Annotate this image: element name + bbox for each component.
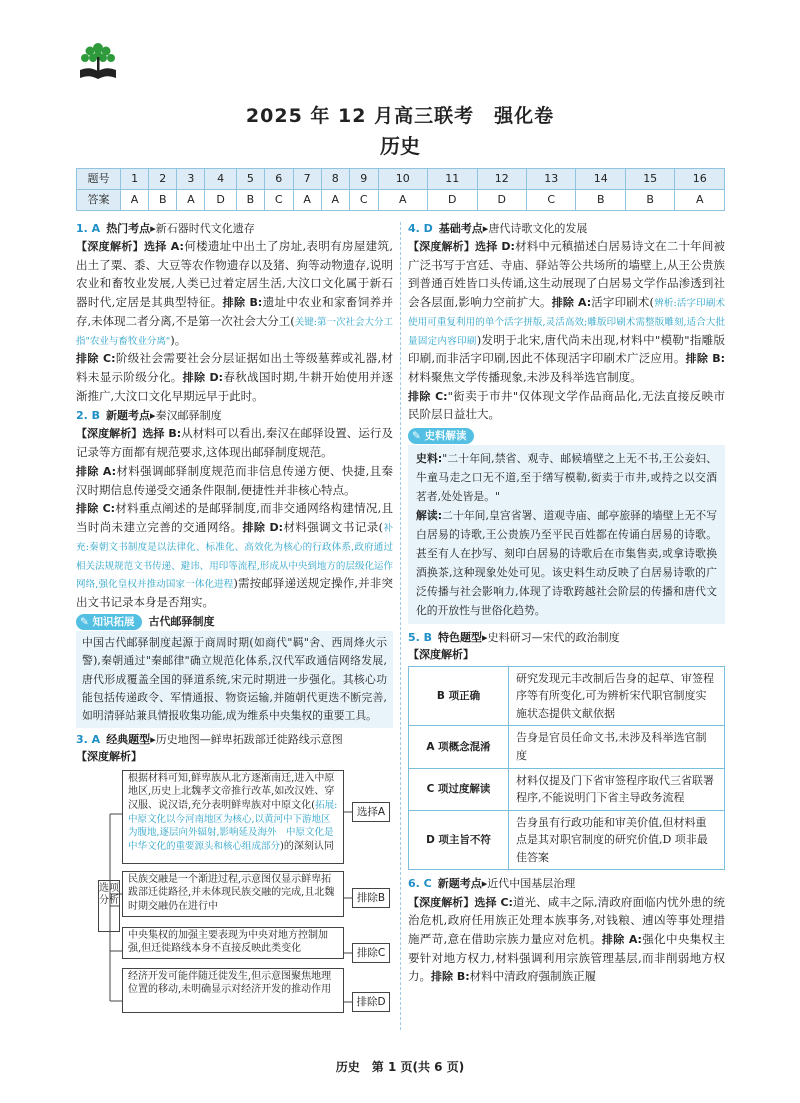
question-header bbox=[408, 629, 725, 646]
table-row bbox=[409, 768, 725, 810]
analysis-text: 材料强调邮驿制度规范而非信息传递方便、快捷,且秦汉时期信息传递受交通条件限制,便捷性并非核心特点。 bbox=[76, 463, 393, 497]
answer-table-label: 答案 bbox=[77, 190, 121, 211]
analysis-paragraph bbox=[408, 893, 725, 987]
analysis-paragraph bbox=[76, 237, 393, 349]
tag-name: 新题考点 bbox=[437, 877, 482, 891]
option-explanation: 研究发现元丰改制后告身的起草、审签程序等有所变化,可为辨析宋代职官制度实施状态提供文献依据 bbox=[509, 666, 725, 726]
analysis-text: 材料重点阐述的是邮驿制度,而非交通网络构建情况,且当时尚未建立完善的交通网络。 bbox=[76, 501, 393, 535]
answer-cell: D bbox=[428, 190, 477, 211]
question-number: 14 bbox=[576, 169, 625, 190]
source-label: 史料: bbox=[416, 451, 443, 465]
analysis-lead: 排除 B: bbox=[431, 970, 470, 984]
analysis-lead: 【深度解析】选择 A: bbox=[76, 240, 184, 254]
analysis-text: )发明于北宋,唐代尚未出现,材料中"模勒"指雕版印刷,而非活字印刷,因此不体现活字印刷术广泛应用。 bbox=[408, 332, 725, 366]
answer-cell: A bbox=[378, 190, 427, 211]
analysis-lead: 排除 C: bbox=[76, 352, 116, 366]
option-a-text: )的深刻认同 bbox=[280, 841, 334, 853]
tag-topic: ▸新石器时代文化遗存 bbox=[150, 222, 255, 235]
exclude-c-label: 排除C bbox=[352, 943, 390, 963]
tag-topic: ▸秦汉邮驿制度 bbox=[150, 409, 222, 423]
analysis-paragraph bbox=[408, 387, 725, 424]
table-row bbox=[409, 810, 725, 870]
tree-book-logo bbox=[76, 40, 120, 84]
question-1 bbox=[76, 220, 393, 405]
analysis-paragraph bbox=[76, 462, 393, 499]
tag-topic: ▸历史地图—鲜卑拓跋部迁徙路线示意图 bbox=[150, 732, 343, 746]
analysis-lead: 排除 A: bbox=[551, 296, 592, 310]
question-number: 12 bbox=[477, 169, 526, 190]
option-b-box: 民族交融是一个渐进过程,示意图仅显示鲜卑拓跋部迁徙路径,并未体现民族交融的完成,且北魏时期交融仍在进行中 bbox=[122, 871, 344, 917]
question-6 bbox=[408, 875, 725, 986]
column-divider bbox=[400, 222, 401, 1030]
analysis-lead: 排除 B: bbox=[222, 296, 263, 310]
answer-cell: B bbox=[236, 190, 264, 211]
answer-cell: A bbox=[293, 190, 321, 211]
source-reading bbox=[408, 425, 725, 624]
answer-cell: A bbox=[121, 190, 149, 211]
question-number-answer: 2. B bbox=[76, 409, 101, 423]
analysis-paragraph bbox=[76, 499, 393, 611]
option-analysis-diagram bbox=[76, 768, 393, 1031]
analysis-lead: 排除 C: bbox=[408, 389, 448, 403]
question-number: 5 bbox=[236, 169, 264, 190]
analysis-note: 补充:秦朝文书制度是以法律化、标准化、高效化为核心的行政体系,政府通过相关法规规范文书传递、避讳、用印等流程,形成从中央到地方的层级化运作网络,强化皇权并推动国家一体化进程 bbox=[76, 523, 393, 591]
question-header bbox=[76, 407, 393, 424]
question-2 bbox=[76, 407, 393, 727]
analysis-lead: 排除 B: bbox=[685, 352, 725, 366]
analysis-text: 道光、咸丰之际,清政府面临内忧外患的统治危机,政府任用族正处理本族事务,对钱粮、逋凶等事处理措施严苛,意在借助宗族力量应对危机。 bbox=[408, 894, 726, 946]
analysis-lead: 排除 A: bbox=[601, 932, 642, 946]
analysis-text: 材料中清政府强制族正履 bbox=[469, 969, 597, 984]
extension-badge: ✎ 知识拓展 bbox=[76, 614, 142, 630]
analysis-text: 从材料可以看出,秦汉在邮驿设置、运行及记录等方面都有规范要求,这体现出邮驿制度规范。 bbox=[76, 426, 393, 460]
question-number: 11 bbox=[428, 169, 477, 190]
source-reading-body bbox=[408, 445, 725, 624]
question-number: 6 bbox=[264, 169, 293, 190]
analysis-note: 关键:第一次社会大分工指"农业与畜牧业分离" bbox=[76, 316, 393, 347]
analysis-paragraph bbox=[408, 237, 725, 387]
answer-cell: C bbox=[349, 190, 378, 211]
analysis-note: 辨析:活字印刷术使用可重复利用的单个活字拼版,灵活高效;雕版印刷术需整版雕刻,适合大批量固定内容印刷 bbox=[408, 298, 725, 347]
question-number-answer: 3. A bbox=[76, 732, 101, 746]
source-text bbox=[416, 449, 717, 506]
answer-cell: A bbox=[177, 190, 205, 211]
answer-table-row-numbers bbox=[77, 169, 725, 190]
option-a-note: 拓展:中原文化以今河南地区为核心,以黄河中下游地区为腹地,逐层向外辐射,影响延及海外 中原文化是中华文化的重要源头和核心组成部分 bbox=[128, 799, 338, 853]
question-5 bbox=[408, 629, 725, 871]
page-title: 2025 年 12 月高三联考 强化卷 bbox=[245, 105, 555, 127]
tag-name: 新题考点 bbox=[106, 409, 151, 423]
analysis-lead: 【深度解析】选择 B: bbox=[76, 427, 182, 441]
option-explanation: 材料仅提及门下省审签程序取代三省联署程序,不能说明门下省主导政务流程 bbox=[509, 768, 725, 810]
analysis-lead: 排除 C: bbox=[76, 502, 116, 516]
option-comparison-table bbox=[408, 666, 725, 871]
tag-name: 特色题型 bbox=[438, 630, 483, 644]
question-tag bbox=[106, 222, 255, 235]
analysis-text: 材料强调文书记录( bbox=[283, 520, 384, 535]
left-column bbox=[76, 220, 393, 1031]
source-reading-badge: ✎ 史料解读 bbox=[408, 428, 474, 444]
question-header bbox=[408, 220, 725, 237]
question-tag bbox=[438, 631, 620, 644]
reading-text bbox=[416, 506, 717, 620]
analysis-text: "衒卖于市井"仅体现文学作品商品化,无法直接反映市民阶层日益壮大。 bbox=[408, 388, 725, 422]
option-verdict: D 项主旨不符 bbox=[409, 810, 509, 870]
answer-cell: A bbox=[321, 190, 349, 211]
analysis-text: )。 bbox=[170, 332, 187, 347]
analysis-text: 阶级社会需要社会分层证据如出土等级墓葬或礼器,材料未显示阶级分化。 bbox=[76, 351, 393, 384]
question-3 bbox=[76, 731, 393, 1031]
question-number-answer: 6. C bbox=[408, 877, 432, 891]
question-number: 4 bbox=[205, 169, 236, 190]
question-header bbox=[408, 875, 725, 892]
extension-body: 中国古代邮驿制度起源于商周时期(如商代"羁"舍、西周烽火示警),秦朝通过"秦邮律"确立规范化体系,汉代军政通信网络发展,唐代形成覆盖全国的驿道系统,宋元时期进一步强化。其核心功能包括传递政令、军情通报、物资运输,并随朝代更迭不断完善,如明清驿站兼具情报收集功能,成为维系中央集权的重要工具。 bbox=[76, 631, 393, 728]
analysis-lead: 【深度解析】选择 C: bbox=[408, 895, 513, 909]
option-verdict: B 项正确 bbox=[409, 666, 509, 726]
tag-topic: ▸唐代诗歌文化的发展 bbox=[482, 222, 588, 235]
analysis-text: 活字印刷术( bbox=[591, 295, 655, 310]
option-d-box: 经济开发可能伴随迁徙发生,但示意图聚焦地理位置的移动,未明确显示对经济开发的推动作用 bbox=[122, 968, 344, 1013]
reading-label: 解读: bbox=[416, 508, 443, 522]
source-reading-badge-label: 史料解读 bbox=[424, 430, 467, 443]
question-number-answer: 4. D bbox=[408, 222, 433, 235]
page-footer: 历史 第 1 页(共 6 页) bbox=[335, 1060, 465, 1074]
question-number: 10 bbox=[378, 169, 427, 190]
analysis-lead: 【深度解析】 bbox=[76, 749, 142, 763]
question-header bbox=[76, 731, 393, 748]
option-verdict: A 项概念混淆 bbox=[409, 726, 509, 768]
question-number: 9 bbox=[349, 169, 378, 190]
question-number-answer: 1. A bbox=[76, 222, 101, 235]
analysis-text: 何楼遗址中出土了房址,表明有房屋建筑,出土了粟、黍、大豆等农作物遗存以及猪、狗等动物遗存,说明农业和畜牧业发展,人类已过着定居生活,大汶口文化属于新石器时代,定居是其典型特征。 bbox=[76, 239, 393, 310]
answer-cell: D bbox=[205, 190, 236, 211]
analysis-text: 材料中元稹描述白居易诗文在二十年间被广泛书写于宫廷、寺庙、驿站等公共场所的墙壁上,从王公贵族到普通百姓皆口头传诵,这生动展现了白居易文学作品渗透到社会各层面,影响力空前扩大。 bbox=[408, 239, 725, 310]
tag-topic: ▸近代中国基层治理 bbox=[481, 877, 576, 891]
answer-table bbox=[76, 168, 725, 211]
question-number: 15 bbox=[625, 169, 674, 190]
answer-cell: B bbox=[625, 190, 674, 211]
analysis-text: 材料聚焦文学传播现象,未涉及科举选官制度。 bbox=[408, 369, 642, 384]
question-tag bbox=[106, 409, 222, 422]
answer-cell: A bbox=[675, 190, 725, 211]
tag-name: 热门考点 bbox=[106, 222, 151, 235]
tag-topic: ▸史料研习—宋代的政治制度 bbox=[482, 630, 620, 644]
answer-cell: B bbox=[149, 190, 177, 211]
question-number: 13 bbox=[526, 169, 575, 190]
analysis-lead: 排除 D: bbox=[242, 521, 284, 535]
analysis-text: 强化中央集权主要针对地方权力,材料强调利用宗族管理基层,而非削弱地方权力。 bbox=[408, 931, 726, 984]
option-explanation: 告身虽有行政功能和审美价值,但材料重点是其对职官制度的研究价值,D 项非最佳答案 bbox=[509, 810, 725, 870]
question-number-answer: 5. B bbox=[408, 630, 433, 644]
analysis-text: )需按邮驿递送规定操作,并非突出文书记录本身是否翔实。 bbox=[76, 576, 394, 609]
question-header bbox=[76, 220, 393, 237]
analysis-lead: 排除 D: bbox=[182, 370, 224, 384]
answer-table-row-answers bbox=[77, 190, 725, 211]
answer-cell: B bbox=[576, 190, 625, 211]
analysis-lead: 【深度解析】 bbox=[408, 647, 474, 661]
analysis-paragraph bbox=[76, 424, 393, 461]
table-row bbox=[409, 726, 725, 768]
subject-title: 历史 bbox=[380, 134, 420, 158]
question-number: 16 bbox=[675, 169, 725, 190]
question-number: 8 bbox=[321, 169, 349, 190]
option-analysis-label: 选项分析 bbox=[98, 880, 120, 932]
source-quote: "二十年间,禁省、观寺、邮候墙壁之上无不书,王公妾妇、牛童马走之口无不道,至于缮写模勒,衒卖于市井,或持之以交酒茗者,处处皆是。" bbox=[416, 451, 718, 503]
answer-cell: D bbox=[477, 190, 526, 211]
question-number: 3 bbox=[177, 169, 205, 190]
question-number: 2 bbox=[149, 169, 177, 190]
analysis-lead: 【深度解析】选择 D: bbox=[408, 240, 515, 254]
question-tag bbox=[439, 222, 588, 235]
reading-content: 二十年间,皇宫省署、道观寺庙、邮亭旅驿的墙壁上无不写白居易的诗歌,王公贵族乃至平民百姓都在传诵白居易的诗歌。甚至有人在抄写、刻印白居易的诗歌后在市集售卖,或拿诗歌换酒换茶,这种现象处处可见。该史料生动反映了白居易诗歌的广泛传播与社会影响力,体现了诗歌跨越社会阶层的传播和唐代文化的开放性与世俗化趋势。 bbox=[416, 508, 717, 617]
exclude-b-label: 排除B bbox=[352, 888, 390, 908]
question-tag bbox=[438, 877, 576, 890]
select-a-label: 选择A bbox=[352, 802, 390, 822]
option-c-box: 中央集权的加强主要表现为中央对地方控制加强,但迁徙路线本身不直接反映此类变化 bbox=[122, 927, 344, 959]
analysis-paragraph bbox=[76, 349, 393, 405]
right-column bbox=[408, 220, 725, 986]
analysis-lead: 排除 A: bbox=[76, 464, 117, 478]
tag-name: 经典题型 bbox=[106, 732, 151, 746]
table-row bbox=[409, 666, 725, 726]
answer-table-label: 题号 bbox=[77, 169, 121, 190]
question-4 bbox=[408, 220, 725, 624]
option-a-box bbox=[122, 770, 344, 864]
question-tag bbox=[106, 733, 343, 746]
answer-cell: C bbox=[526, 190, 575, 211]
exclude-d-label: 排除D bbox=[352, 992, 390, 1012]
analysis-text: 春秋战国时期,牛耕开始使用并逐渐推广,大汶口文化早期远早于此时。 bbox=[76, 369, 394, 403]
question-number: 1 bbox=[121, 169, 149, 190]
answer-cell: C bbox=[264, 190, 293, 211]
option-explanation: 告身是官员任命文书,未涉及科举选官制度 bbox=[509, 726, 725, 768]
extension-badge-label: 知识拓展 bbox=[92, 616, 135, 629]
extension-title: 古代邮驿制度 bbox=[148, 615, 215, 629]
option-verdict: C 项过度解读 bbox=[409, 768, 509, 810]
tag-name: 基础考点 bbox=[438, 222, 483, 235]
question-number: 7 bbox=[293, 169, 321, 190]
option-a-text: 根据材料可知,鲜卑族从北方逐渐南迁,进入中原地区,历史上北魏孝文帝推行改革,如改汉姓、穿汉服、说汉语,充分表明鲜卑族对中原文化( bbox=[128, 772, 335, 811]
analysis-text: 遗址中农业和家畜饲养并存,未体现二者分离,不是第一次社会大分工( bbox=[76, 295, 393, 328]
knowledge-extension bbox=[76, 611, 393, 727]
